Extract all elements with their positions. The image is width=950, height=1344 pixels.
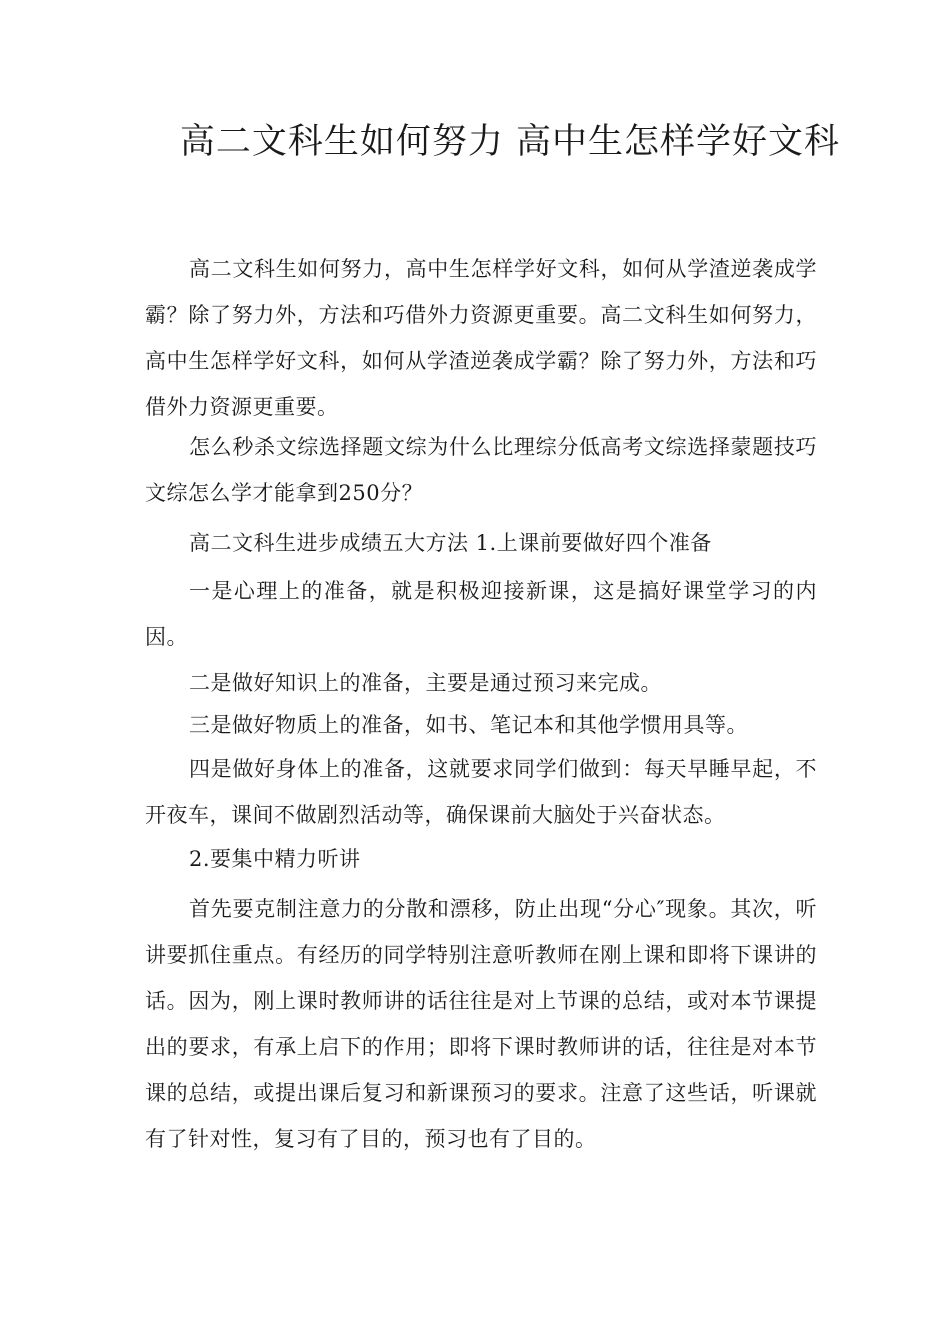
- paragraph-focus-heading: 2.要集中精力听讲: [189, 847, 361, 871]
- document-title: 高二文科生如何努力 高中生怎样学好文科: [179, 122, 841, 162]
- paragraph-prep-material: 三是做好物质上的准备，如书、笔记本和其他学惯用具等。: [189, 713, 748, 737]
- paragraph-wenzong-questions: 怎么秒杀文综选择题文综为什么比理综分低高考文综选择蒙题技巧文综怎么学才能拿到250分？: [145, 435, 817, 505]
- paragraph-intro: 高二文科生如何努力，高中生怎样学好文科，如何从学渣逆袭成学霸？除了努力外，方法和巧借外力资源更重要。高二文科生如何努力，高中生怎样学好文科，如何从学渣逆袭成学霸？除了努力外，方法和巧借外力资源更重要。: [145, 257, 817, 419]
- paragraph-focus-detail: 首先要克制注意力的分散和漂移，防止出现“分心″现象。其次，听讲要抓住重点。有经历的同学特别注意听教师在刚上课和即将下课讲的话。因为，刚上课时教师讲的话往往是对上节课的总结，或对本节课提出的要求，有承上启下的作用；即将下课时教师讲的话，往往是对本节课的总结，或提出课后复习和新课预习的要求。注意了这些话，听课就有了针对性，复习有了目的，预习也有了目的。: [145, 897, 817, 1151]
- paragraph-prep-physical: 四是做好身体上的准备，这就要求同学们做到：每天早睡早起，不开夜车，课间不做剧烈活动等，确保课前大脑处于兴奋状态。: [145, 757, 817, 827]
- paragraph-prep-mental: 一是心理上的准备，就是积极迎接新课，这是搞好课堂学习的内因。: [145, 579, 817, 649]
- paragraph-five-methods-heading: 高二文科生进步成绩五大方法 1.上课前要做好四个准备: [189, 531, 712, 555]
- paragraph-prep-knowledge: 二是做好知识上的准备，主要是通过预习来完成。: [189, 671, 662, 695]
